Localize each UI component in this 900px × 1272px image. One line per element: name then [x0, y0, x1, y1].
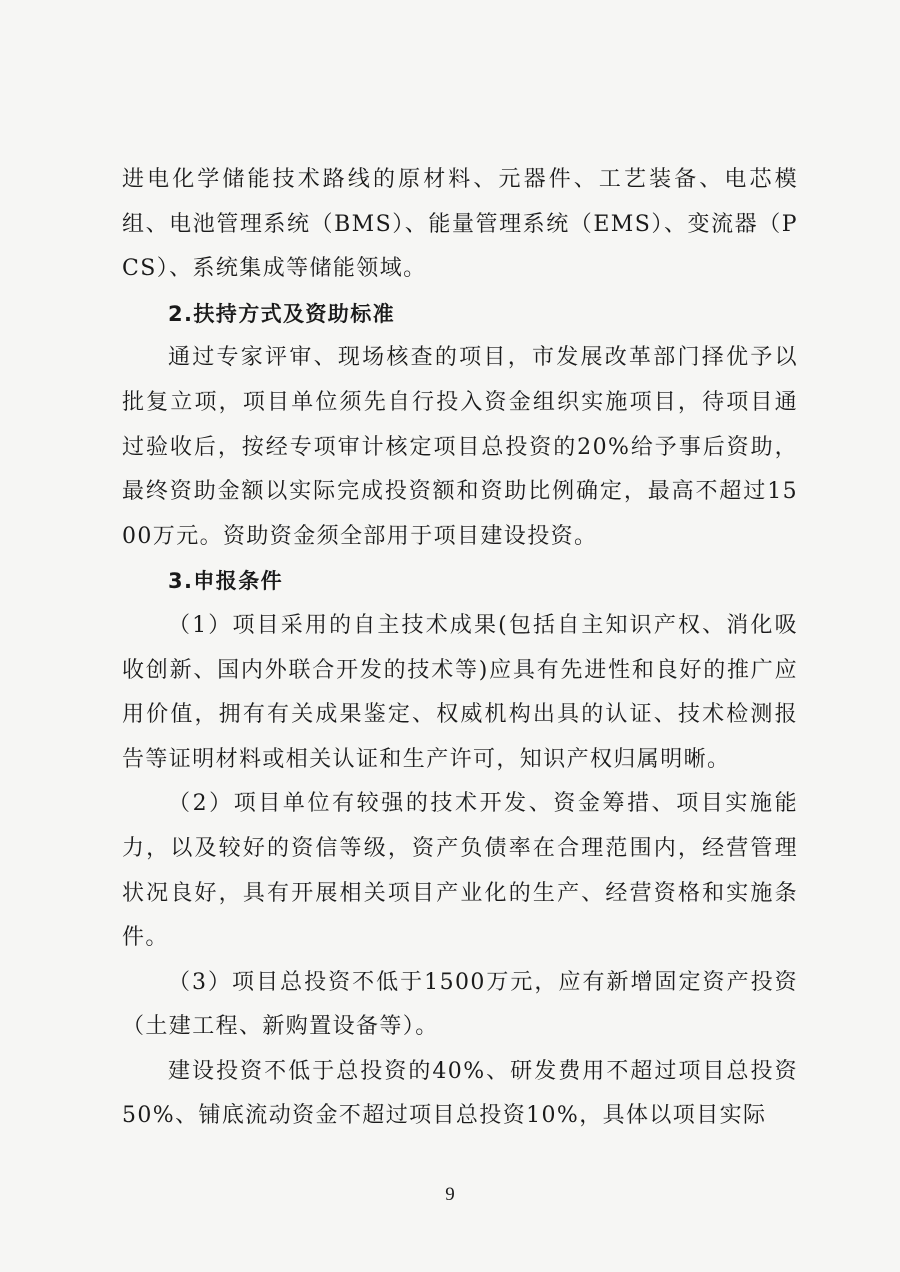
paragraph-condition-1: （1）项目采用的自主技术成果(包括自主知识产权、消化吸收创新、国内外联合开发的技术等)应具有先进性和良好的推广应用价值，拥有有关成果鉴定、权威机构出具的认证、技术检测报告等证明材料或相关认证和生产许可，知识产权归属明晰。 [122, 612, 798, 772]
paragraph-condition-2: （2）项目单位有较强的技术开发、资金筹措、项目实施能力，以及较好的资信等级，资产负债率在合理范围内，经营管理状况良好，具有开展相关项目产业化的生产、经营资格和实施条件。 [122, 791, 798, 951]
page-number: 9 [445, 1184, 455, 1205]
paragraph-investment-ratio: 建设投资不低于总投资的40%、研发费用不超过项目总投资50%、铺底流动资金不超过项目总投资10%，具体以项目实际 [122, 1058, 798, 1129]
section-heading-application-conditions: 3.申报条件 [168, 569, 283, 594]
paragraph-scope-continuation: 进电化学储能技术路线的原材料、元器件、工艺装备、电芯模组、电池管理系统（BMS）、能量管理系统（EMS）、变流器（PCS）、系统集成等储能领域。 [122, 167, 798, 282]
paragraph-funding-standard: 通过专家评审、现场核查的项目，市发展改革部门择优予以批复立项，项目单位须先自行投入资金组织实施项目，待项目通过验收后，按经专项审计核定项目总投资的20%给予事后资助，最终资助金额以实际完成投资额和资助比例确定，最高不超过1500万元。资助资金须全部用于项目建设投资。 [122, 345, 798, 549]
document-body [122, 158, 798, 1139]
paragraph-condition-3: （3）项目总投资不低于1500万元，应有新增固定资产投资（土建工程、新购置设备等）。 [122, 969, 798, 1040]
section-heading-support-method: 2.扶持方式及资助标准 [168, 301, 395, 326]
